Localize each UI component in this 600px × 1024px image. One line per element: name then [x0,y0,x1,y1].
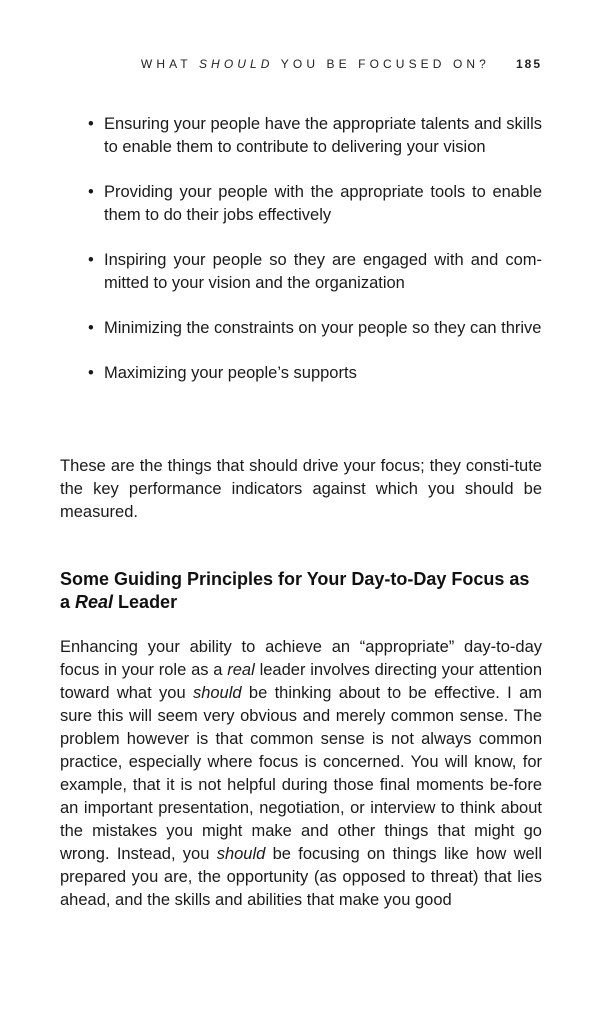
section-heading [60,568,542,614]
paragraph-segment: be focusing on things like how well prepared you are, the opportunity (as opposed to threat) that lies ahead, and the skills and abilities that make you good [60,845,542,909]
heading-part1: Some Guiding Principles for Your Day-to-Day Focus as a [60,569,530,612]
heading-italic: Real [75,592,114,612]
paragraph-principles [60,636,542,912]
bullet-icon: • [88,364,94,382]
bullet-text: Maximizing your people’s supports [104,364,357,382]
paragraph-segment: Enhancing your ability to achieve an “appropriate” day-to-day focus in your role as a [60,638,542,679]
running-head-italic: SHOULD [198,57,274,71]
running-head [60,57,542,71]
bullet-item [60,362,542,385]
bullet-icon: • [88,319,94,337]
bullet-text: Providing your people with the appropriate tools to enable them to do their jobs effectively [104,183,542,224]
bullet-icon: • [88,251,94,269]
paragraph-kpi: These are the things that should drive your focus; they consti-tute the key performance indicators against which you should be measured. [60,457,542,521]
bullet-text: Ensuring your people have the appropriate talents and skills to enable them to contribute to delivering your vision [104,115,542,156]
bullet-list [60,113,542,407]
bullet-text: Inspiring your people so they are engaged with and com-mitted to your vision and the organization [104,251,542,292]
paragraph-segment: be thinking about to be effective. I am sure this will seem very obvious and merely common sense. The problem however is that common sense is not always common practice, especially where focus is concerned. You will know, for example, that it is not helpful during those final moments be-fore an important presentation, negotiation, or interview to think about the mistakes you might make and other things that might go wrong. Instead, you [60,684,543,863]
bullet-item [60,249,542,295]
heading-part2: Leader [113,592,178,612]
bullet-item [60,181,542,227]
paragraph-italic: should [192,684,242,702]
bullet-item [60,317,542,340]
paragraph-italic: should [216,845,266,863]
paragraph-segment: leader involves directing your attention toward what you [60,661,542,702]
bullet-text: Minimizing the constraints on your people so they can thrive [104,319,542,337]
page-number: 185 [515,57,542,71]
running-head-pre: WHAT [140,57,192,71]
bullet-item [60,113,542,159]
paragraph-italic: real [227,661,255,679]
bullet-icon: • [88,115,94,133]
running-head-post: YOU BE FOCUSED ON? [280,57,490,71]
bullet-icon: • [88,183,94,201]
